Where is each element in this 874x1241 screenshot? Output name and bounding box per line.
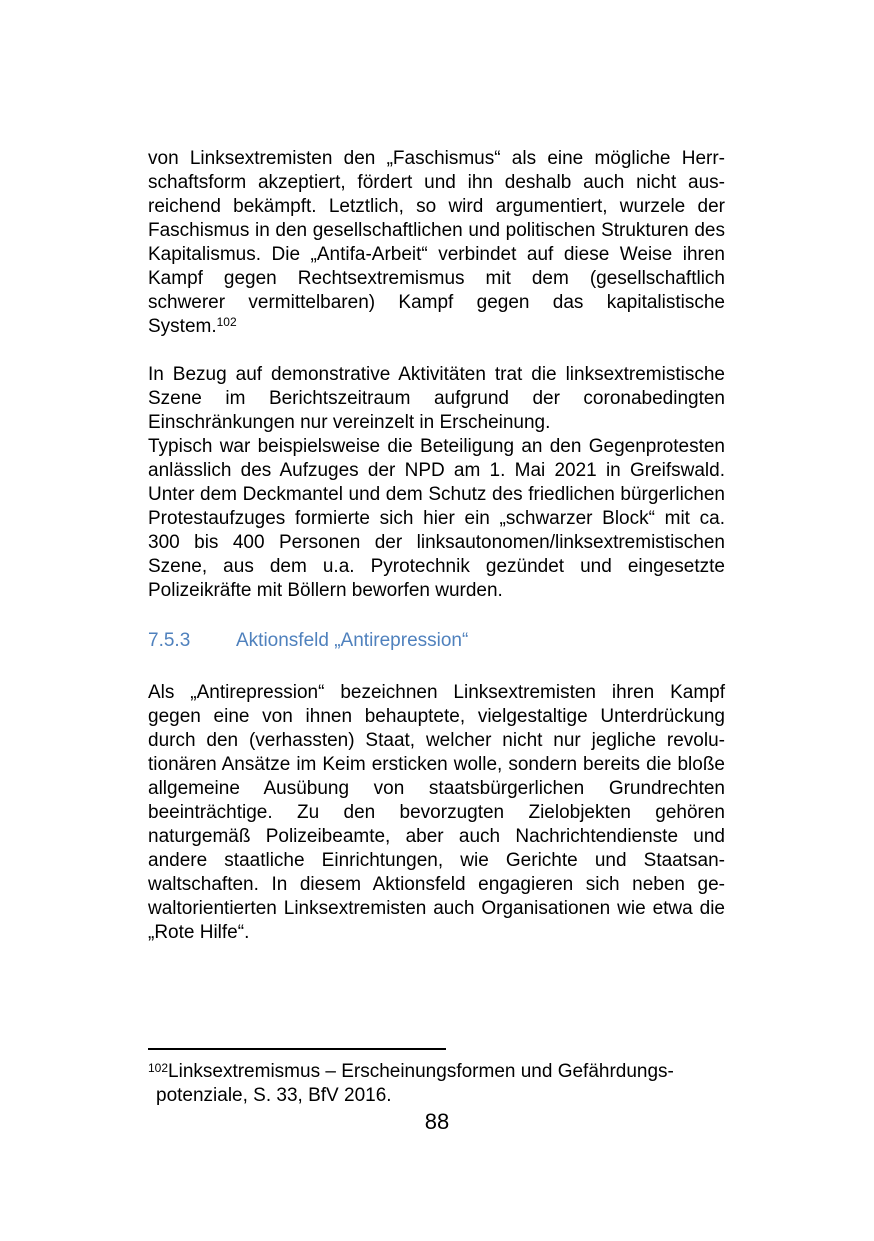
page-number: 88 [424,1109,450,1134]
paragraph-1-text: von Linksextremisten den „Faschismus“ als eine mögliche Herrschaftsform akzeptiert, fördert und ihn deshalb auch nicht ausreichend bekämpft. Letztlich, so wird argumentiert, wurzele der Faschismus in den gesellschaftlichen und politischen Strukturen des Kapitalismus. Die „Antifa-Arbeit“ verbindet auf diese Weise ihren Kampf gegen Rechtsextremismus mit dem (gesellschaftlich schwerer vermittelbaren) Kampf gegen das kapitalistische System. [148,148,725,337]
section-heading [148,627,725,653]
footnote-text-line1: Linksextremismus – Erscheinungsformen und Gefährdungs- [168,1061,674,1082]
paragraph-greifswald: Typisch war beispielsweise die Beteiligung an den Gegenprotesten anlässlich des Aufzuges der NPD am 1. Mai 2021 in Greifswald. Unter dem Deckmantel und dem Schutz des friedlichen bürgerlichen Protestaufzuges formierte sich hier ein „schwarzer Block“ mit ca. 300 bis 400 Personen der linksautonomen/linksextremistischen Szene, aus dem u.a. Pyrotechnik gezündet und eingesetzte Polizeikräfte mit Böllern beworfen wurden. [148,436,725,601]
footnote-separator [148,1048,446,1050]
paragraph-demonstrative-aktivitaeten: In Bezug auf demonstrative Aktivitäten trat die linksextremistische Szene im Berichtszeitraum aufgrund der coronabedingten Einschränkungen nur vereinzelt in Erscheinung. [148,364,725,433]
section-number: 7.5.3 [148,630,191,651]
page-body [148,147,725,945]
paragraph-faschismus [148,147,725,339]
footnote-text-line2: potenziale, S. 33, BfV 2016. [156,1085,392,1106]
footnote-reference[interactable]: 102 [216,315,237,329]
section-title: Aktionsfeld „Antirepression“ [236,630,469,651]
paragraph-antirepression: Als „Antirepression“ bezeichnen Linksextremisten ihren Kampf gegen eine von ihnen behauptete, vielgestaltige Unterdrückung durch den (verhassten) Staat, welcher nicht nur jegliche revolutionären Ansätze im Keim ersticken wolle, sondern bereits die bloße allgemeine Ausübung von staatsbürgerlichen Grundrechten beeinträchtige. Zu den bevorzugten Zielobjekten gehören naturgemäß Polizeibeamte, aber auch Nachrichtendienste und andere staatliche Einrichtungen, wie Gerichte und Staatsanwaltschaften. In diesem Aktionsfeld engagieren sich neben gewaltorientierten Linksextremisten auch Organisationen wie etwa die „Rote Hilfe“. [148,682,725,943]
footnote [148,1060,725,1108]
footnote-marker: 102 [148,1061,169,1075]
